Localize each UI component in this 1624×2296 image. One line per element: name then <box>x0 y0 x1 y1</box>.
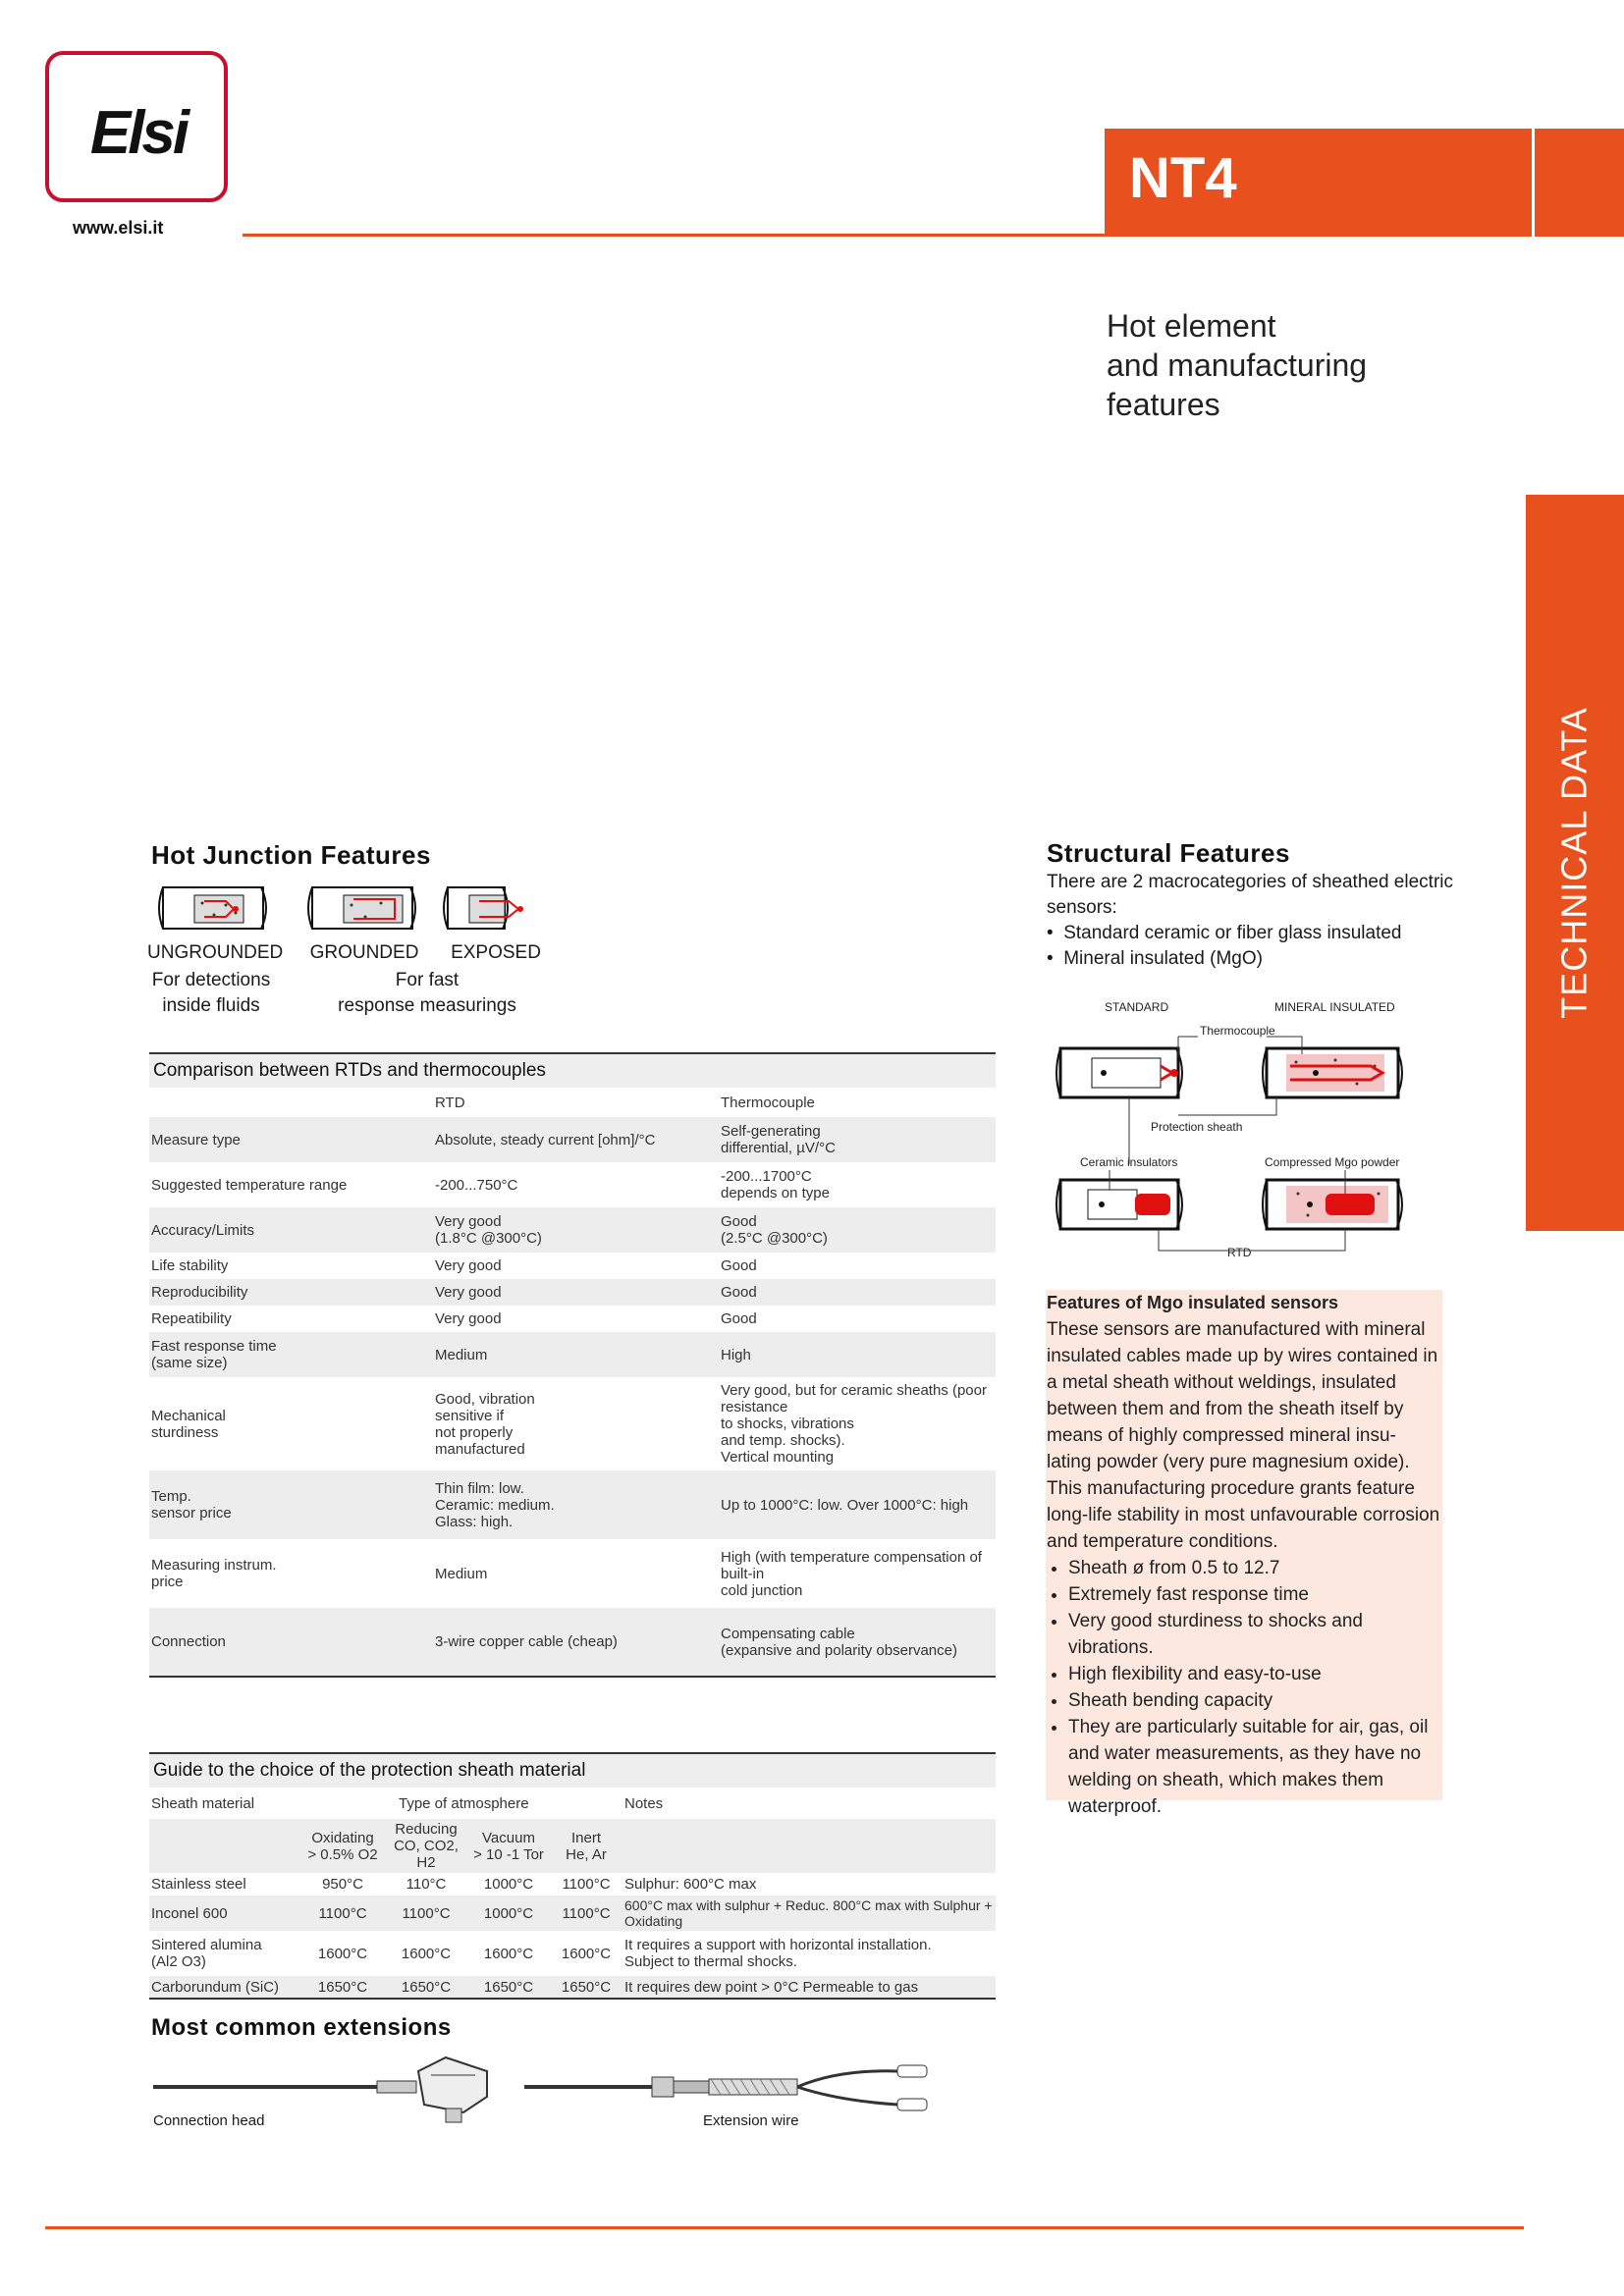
table-cell: 1600°C <box>561 1945 612 1962</box>
table-cell: Sulphur: 600°C max <box>624 1876 757 1893</box>
structural-intro <box>1047 870 1459 972</box>
atmosphere-header: Oxidating > 0.5% O2 <box>300 1819 385 1873</box>
table-cell: Inconel 600 <box>149 1896 300 1931</box>
table-header: Type of atmosphere <box>399 1794 529 1812</box>
table-cell: Carborundum (SiC) <box>149 1976 300 1999</box>
extension-caption-wire: Extension wire <box>703 2112 799 2129</box>
mgo-title: Features of Mgo insulated sensors <box>1047 1293 1339 1312</box>
subtitle-line: Hot element <box>1107 308 1276 344</box>
table-header: Thermocouple <box>721 1094 815 1111</box>
sheath-guide-table <box>149 1752 996 2000</box>
table-cell: Good (2.5°C @300°C) <box>719 1207 996 1253</box>
table-cell: Measure type <box>149 1117 433 1162</box>
extension-wire-drawing <box>524 2065 927 2110</box>
table-cell: Measuring instrum. price <box>151 1557 277 1590</box>
structural-bullet: • Standard ceramic or fiber glass insulated <box>1047 923 1402 943</box>
table-cell: Reproducibility <box>149 1279 433 1306</box>
structural-diagram <box>1051 997 1443 1268</box>
table-cell: 1100°C <box>550 1896 623 1931</box>
table-cell: Very good <box>433 1279 719 1306</box>
table-cell: Medium <box>435 1565 488 1582</box>
mgo-paragraph: These sensors are manufactured with mineral insulated cables made up by wires contained in a metal sheath without weldings, insulated between them and from the sheath itself by means of highly compressed mineral insu- lating powder (very pure magnesium oxide). <box>1047 1319 1438 1472</box>
extensions-title: Most common extensions <box>151 2014 452 2041</box>
table-cell: It requires a support with horizontal installation. Subject to thermal shocks. <box>624 1937 932 1970</box>
table-cell: 1650°C <box>385 1976 467 1999</box>
table-cell: Self-generating differential, µV/°C <box>719 1117 996 1162</box>
label-protection-sheath: Protection sheath <box>1151 1120 1243 1134</box>
junction-label-exposed: EXPOSED <box>451 942 541 963</box>
mgo-paragraph: This manufacturing procedure grants feature long-life stability in most unfavourable corrosion and temperature conditions. <box>1047 1478 1440 1552</box>
table-cell: 3-wire copper cable (cheap) <box>433 1608 719 1677</box>
hot-junction-title: Hot Junction Features <box>151 840 431 870</box>
standard-tc-diagram <box>1056 1048 1182 1097</box>
label-standard: STANDARD <box>1105 1000 1169 1014</box>
table-cell: Fast response time (same size) <box>149 1332 433 1377</box>
table-cell: Stainless steel <box>151 1876 246 1893</box>
page-subtitle <box>1107 306 1367 424</box>
junction-caption-fluids: For detections inside fluids <box>151 970 271 1016</box>
table-cell: 1600°C <box>483 1945 534 1962</box>
structural-intro-text: There are 2 macrocategories of sheathed electric sensors: <box>1047 872 1453 918</box>
table-cell: Life stability <box>151 1257 229 1274</box>
table-cell: Thin film: low. Ceramic: medium. Glass: high. <box>433 1470 719 1539</box>
header-rule <box>243 234 1105 237</box>
table-cell: Compensating cable (expansive and polarity observance) <box>719 1608 996 1677</box>
label-rtd: RTD <box>1227 1246 1252 1259</box>
table-cell: 1000°C <box>467 1896 550 1931</box>
table-cell: 1100°C <box>385 1896 467 1931</box>
logo: Elsi <box>89 99 188 167</box>
table-cell: Very good <box>435 1257 502 1274</box>
mgo-bullet: • High flexibility and easy-to-use <box>1068 1661 1444 1687</box>
structural-title: Structural Features <box>1047 838 1290 868</box>
label-ceramic-insulators: Ceramic insulators <box>1080 1155 1178 1169</box>
label-thermocouple: Thermocouple <box>1200 1024 1275 1038</box>
subtitle-line: features <box>1107 387 1220 422</box>
table-cell: 1100°C <box>300 1896 385 1931</box>
subtitle-line: and manufacturing <box>1107 347 1368 383</box>
model-title: NT4 <box>1129 146 1237 210</box>
mineral-rtd-diagram <box>1263 1180 1402 1229</box>
table-cell: 600°C max with sulphur + Reduc. 800°C max with Sulphur + Oxidating <box>623 1896 996 1931</box>
table-cell: Temp. sensor price <box>149 1470 433 1539</box>
atmosphere-header: Reducing CO, CO2, H2 <box>385 1819 467 1873</box>
mgo-bullet: • Sheath ø from 0.5 to 12.7 <box>1068 1555 1444 1581</box>
atmosphere-header: Inert He, Ar <box>550 1819 623 1873</box>
table-cell: 1600°C <box>401 1945 452 1962</box>
extensions-drawings <box>151 2050 966 2128</box>
mineral-tc-diagram <box>1263 1048 1402 1097</box>
table-cell: Good <box>721 1310 757 1327</box>
table-cell: It requires dew point > 0°C Permeable to gas <box>623 1976 996 1999</box>
side-tab-label: TECHNICAL DATA <box>1554 707 1595 1019</box>
table-cell: Sintered alumina (Al2 O3) <box>151 1937 262 1970</box>
ungrounded-diagram <box>159 887 266 929</box>
junction-diagrams <box>155 883 528 936</box>
table-cell: Suggested temperature range <box>151 1176 348 1194</box>
table-cell: Absolute, steady current [ohm]/°C <box>433 1117 719 1162</box>
table-header: Notes <box>624 1794 664 1812</box>
comparison-title: Comparison between RTDs and thermocouples <box>149 1053 996 1088</box>
table-cell: Very good (1.8°C @300°C) <box>433 1207 719 1253</box>
mgo-bullet: • Sheath bending capacity <box>1068 1687 1444 1714</box>
table-cell: Good, vibration sensitive if not properly manufactured <box>435 1390 535 1458</box>
footer-rule <box>45 2226 1524 2229</box>
table-cell: High <box>719 1332 996 1377</box>
table-cell: Very good <box>435 1310 502 1327</box>
table-cell: Very good, but for ceramic sheaths (poor resistance to shocks, vibrations and temp. shocks). Vertical mounting <box>721 1382 987 1466</box>
mgo-bullet: • Very good sturdiness to shocks and vibrations. <box>1068 1608 1444 1661</box>
table-cell: 1650°C <box>550 1976 623 1999</box>
table-cell: 110°C <box>406 1876 447 1893</box>
junction-caption-fast: For fast response measurings <box>338 970 516 1016</box>
table-header: RTD <box>435 1094 465 1111</box>
mgo-bullet: • Extremely fast response time <box>1068 1581 1444 1608</box>
table-cell: Good <box>719 1279 996 1306</box>
banner-end <box>1535 129 1624 237</box>
table-cell: Medium <box>433 1332 719 1377</box>
table-cell: High (with temperature compensation of built-in cold junction <box>721 1548 982 1599</box>
sheath-guide-title: Guide to the choice of the protection sheath material <box>149 1753 996 1788</box>
table-cell: 950°C <box>322 1876 363 1893</box>
table-cell: Good <box>721 1257 757 1274</box>
table-cell: -200...750°C <box>435 1176 518 1194</box>
mgo-bullet: • They are particularly suitable for air, gas, oil and water measurements, as they have no welding on sheath, which makes them waterproof. <box>1068 1714 1444 1820</box>
table-cell: Up to 1000°C: low. Over 1000°C: high <box>719 1470 996 1539</box>
table-cell: Connection <box>149 1608 433 1677</box>
extension-caption-head: Connection head <box>153 2112 265 2129</box>
standard-rtd-diagram <box>1056 1180 1182 1229</box>
table-cell: 1600°C <box>317 1945 368 1962</box>
label-mineral: MINERAL INSULATED <box>1274 1000 1395 1014</box>
table-header <box>149 1088 433 1117</box>
mgo-features-text <box>1047 1290 1444 1820</box>
table-cell: -200...1700°C depends on type <box>721 1168 830 1201</box>
table-cell: 1000°C <box>483 1876 534 1893</box>
table-cell: 1100°C <box>562 1876 611 1893</box>
exposed-diagram <box>444 887 523 929</box>
table-cell: Accuracy/Limits <box>149 1207 433 1253</box>
label-compressed-mgo: Compressed Mgo powder <box>1265 1155 1400 1169</box>
atmosphere-header: Vacuum > 10 -1 Tor <box>467 1819 550 1873</box>
table-cell: 1650°C <box>467 1976 550 1999</box>
table-cell: 1650°C <box>300 1976 385 1999</box>
table-cell: Repeatibility <box>151 1310 232 1327</box>
table-cell: Mechanical sturdiness <box>151 1407 226 1441</box>
grounded-diagram <box>308 887 415 929</box>
junction-label-grounded: GROUNDED <box>309 942 419 963</box>
table-header: Sheath material <box>151 1794 255 1812</box>
comparison-table <box>149 1052 996 1678</box>
junction-label-ungrounded: UNGROUNDED <box>147 942 284 963</box>
website-link[interactable]: www.elsi.it <box>73 218 164 238</box>
structural-bullet: • Mineral insulated (MgO) <box>1047 948 1263 969</box>
